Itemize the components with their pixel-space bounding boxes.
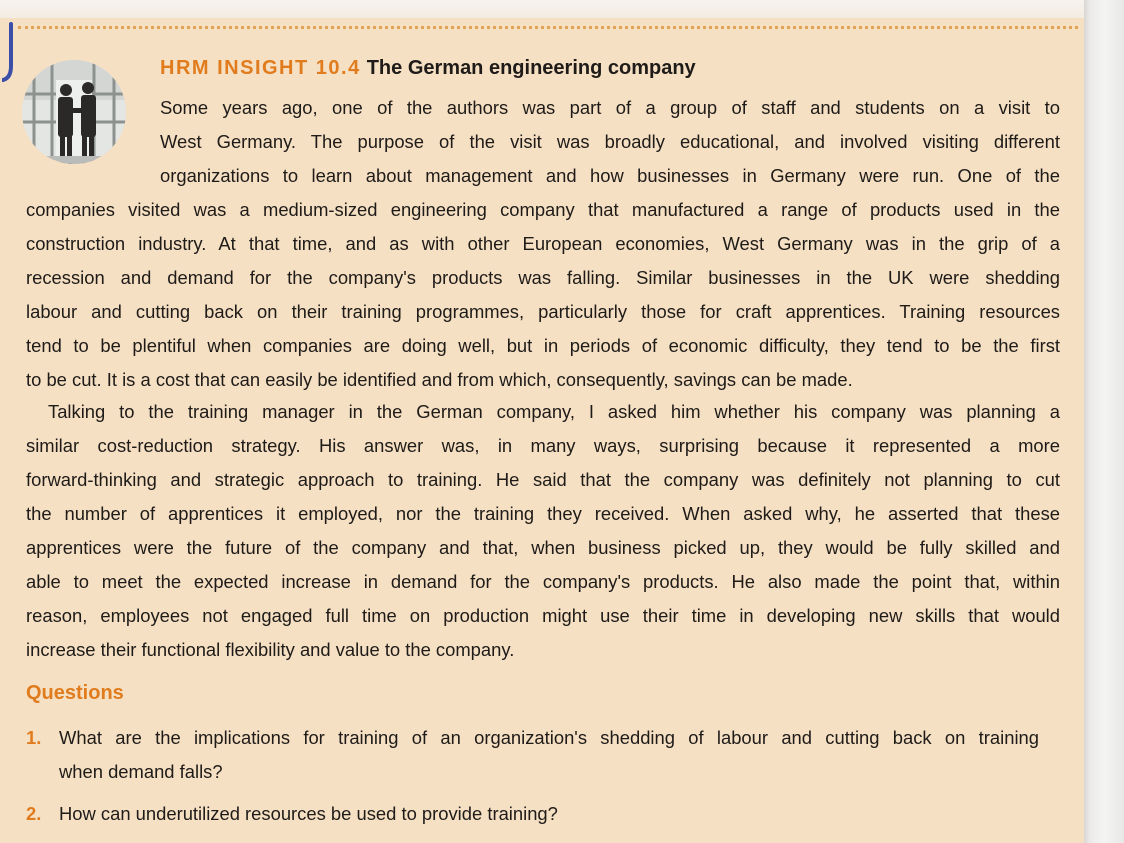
paragraph-1-line: tend to be plentiful when companies are doing well, but in periods of economic difficulty, they tend to be the first xyxy=(26,335,1060,356)
handshake-photo-icon xyxy=(22,60,126,164)
paragraph-1-line: construction industry. At that time, and as with other European economies, West Germany was in the grip of a xyxy=(26,233,1060,254)
paragraph-2-line: increase their functional flexibility and value to the company. xyxy=(26,639,515,660)
page-top-margin xyxy=(0,0,1124,18)
questions-heading: Questions xyxy=(26,682,124,704)
paragraph-2-line: reason, employees not engaged full time on production might use their time in developing new skills that would xyxy=(26,605,1060,626)
paragraph-1-line: companies visited was a medium-sized engineering company that manufactured a range of products used in the xyxy=(26,199,1060,220)
insight-title: The German engineering company xyxy=(366,57,696,79)
paragraph-2-line: able to meet the expected increase in demand for the company's products. He also made the point that, within xyxy=(26,571,1060,592)
question-text-line: How can underutilized resources be used to provide training? xyxy=(59,803,558,824)
paragraph-1-line: labour and cutting back on their training programmes, particularly those for craft apprentices. Training resources xyxy=(26,301,1060,322)
paragraph-1-line: West Germany. The purpose of the visit was broadly educational, and involved visiting different xyxy=(160,131,1060,152)
paragraph-1-line: to be cut. It is a cost that can easily be identified and from which, consequently, savings can be made. xyxy=(26,369,853,390)
paragraph-2-line: forward-thinking and strategic approach to training. He said that the company was definitely not planning to cut xyxy=(26,469,1060,490)
paragraph-2-line: Talking to the training manager in the German company, I asked him whether his company was planning a xyxy=(48,401,1060,422)
question-text-line: when demand falls? xyxy=(59,761,223,782)
question-number: 2. xyxy=(26,803,42,824)
paragraph-2-line: similar cost-reduction strategy. His answer was, in many ways, surprising because it represented a more xyxy=(26,435,1060,456)
paragraph-1-line: recession and demand for the company's products was falling. Similar businesses in the UK were shedding xyxy=(26,267,1060,288)
question-number: 1. xyxy=(26,727,42,748)
paragraph-2-line: the number of apprentices it employed, nor the training they received. When asked why, he asserted that these xyxy=(26,503,1060,524)
question-text-line: What are the implications for training of an organization's shedding of labour and cutting back on training xyxy=(59,727,1039,748)
insight-label: HRM INSIGHT 10.4 xyxy=(160,57,361,79)
paragraph-2-line: apprentices were the future of the company and that, when business picked up, they would be fully skilled and xyxy=(26,537,1060,558)
paragraph-1-line: Some years ago, one of the authors was part of a group of staff and students on a visit to xyxy=(160,97,1060,118)
paragraph-1-line: organizations to learn about management and how businesses in Germany were run. One of the xyxy=(160,165,1060,186)
page-edge xyxy=(1084,0,1124,843)
dotted-divider xyxy=(18,26,1078,29)
margin-bracket-icon xyxy=(2,22,16,82)
box-heading xyxy=(160,55,696,81)
